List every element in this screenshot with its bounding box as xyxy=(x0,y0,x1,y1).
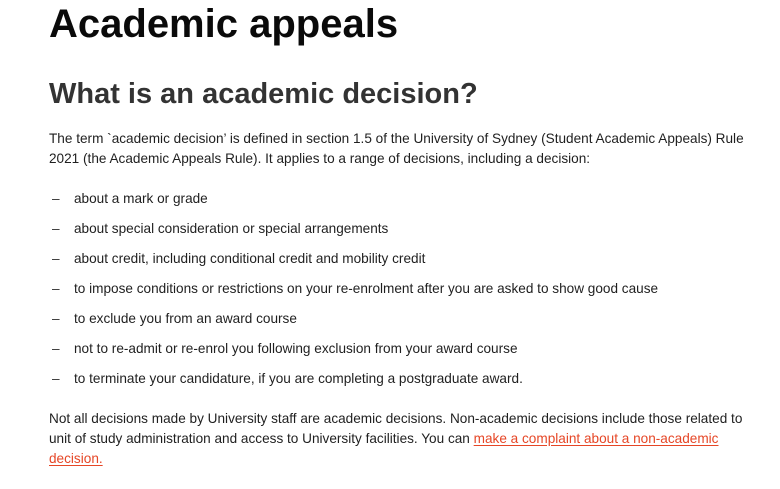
complaint-link[interactable]: make a complaint about a non-academic decision. xyxy=(49,431,719,466)
list-item xyxy=(49,339,749,369)
list-dash: – xyxy=(52,221,60,236)
outro-paragraph xyxy=(49,409,749,469)
list-item-text: not to re-admit or re-enrol you following exclusion from your award course xyxy=(74,341,518,356)
list-item-text: to terminate your candidature, if you are completing a postgraduate award. xyxy=(74,371,523,386)
list-dash: – xyxy=(52,281,60,296)
list-item xyxy=(49,309,749,339)
list-item xyxy=(49,369,749,399)
list-item-text: to impose conditions or restrictions on your re-enrolment after you are asked to show good cause xyxy=(74,281,659,296)
list-item-text: about special consideration or special arrangements xyxy=(74,221,389,236)
decision-list xyxy=(49,189,749,399)
list-dash: – xyxy=(52,191,60,206)
list-item xyxy=(49,249,749,279)
list-item xyxy=(49,219,749,249)
list-item-text: about credit, including conditional credit and mobility credit xyxy=(74,251,426,266)
page-title: Academic appeals xyxy=(49,2,399,46)
outro-text: Not all decisions made by University staff are academic decisions. Non-academic decisions include those related to unit of study administration and access to University facilities. You can xyxy=(49,411,743,446)
list-dash: – xyxy=(52,311,60,326)
list-item-text: about a mark or grade xyxy=(74,191,208,206)
list-item xyxy=(49,279,749,309)
section-heading: What is an academic decision? xyxy=(49,78,478,110)
list-dash: – xyxy=(52,341,60,356)
list-dash: – xyxy=(52,371,60,386)
list-dash: – xyxy=(52,251,60,266)
intro-paragraph: The term `academic decision’ is defined in section 1.5 of the University of Sydney (Student Academic Appeals) Rule 2021 (the Academic Appeals Rule). It applies to a range of decisions, including a decision: xyxy=(49,131,744,166)
list-item xyxy=(49,189,749,219)
list-item-text: to exclude you from an award course xyxy=(74,311,297,326)
